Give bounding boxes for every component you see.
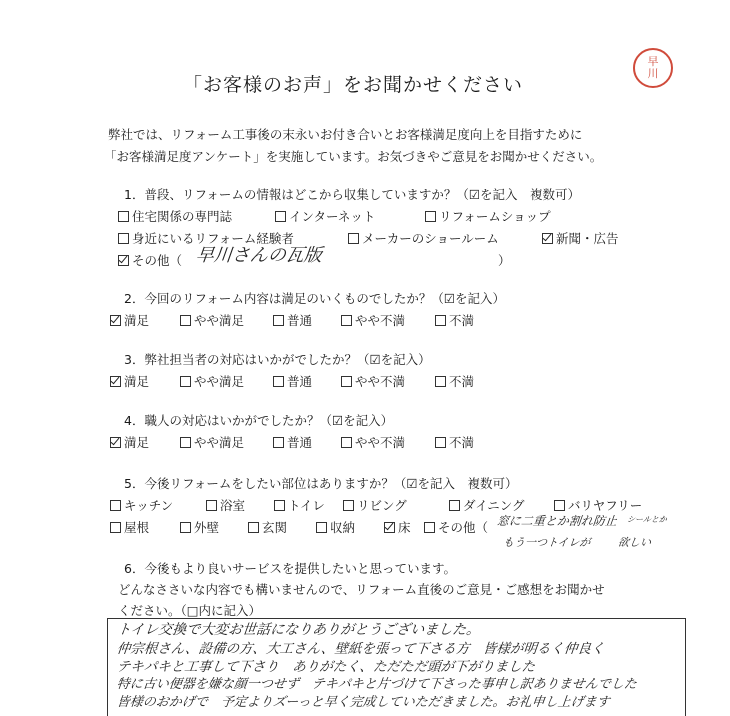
checkbox-icon[interactable] — [274, 500, 285, 511]
checkbox-icon[interactable] — [348, 233, 359, 244]
checkbox-icon[interactable] — [180, 315, 191, 326]
q5-option-barrier-free[interactable]: バリヤフリー — [554, 496, 642, 514]
q4-option-neutral[interactable]: 普通 — [273, 433, 312, 451]
q5-option-entrance[interactable]: 玄関 — [248, 518, 287, 536]
q6-instruction-line-1: どんなささいな内容でも構いませんので、リフォーム直後のご意見・ご感想をお聞かせ — [118, 582, 605, 597]
q5-option-roof[interactable]: 屋根 — [110, 518, 149, 536]
q1-other-handwritten: 早川さんの瓦版 — [194, 245, 323, 266]
q4-option-unsatisfied[interactable]: 不満 — [435, 433, 474, 451]
q2-option-somewhat-satisfied[interactable]: やや満足 — [180, 311, 244, 329]
q1-option-newspaper[interactable]: 新聞・広告 — [542, 229, 619, 247]
checkbox-icon[interactable] — [273, 376, 284, 387]
q5-other-handwritten-2: シールとか — [626, 515, 668, 524]
checkbox-icon[interactable] — [341, 376, 352, 387]
q1-option-internet[interactable]: インターネット — [275, 207, 375, 225]
checkbox-icon[interactable] — [180, 437, 191, 448]
q3-option-satisfied[interactable]: 満足 — [110, 372, 149, 390]
checkbox-icon[interactable] — [180, 376, 191, 387]
checkbox-icon[interactable] — [341, 315, 352, 326]
checkbox-icon[interactable] — [425, 211, 436, 222]
q5-option-storage[interactable]: 収納 — [316, 518, 355, 536]
q1-other-close-paren: ） — [498, 253, 511, 268]
q5-option-living[interactable]: リビング — [343, 496, 407, 514]
checkbox-checked-icon[interactable] — [110, 315, 121, 326]
checkbox-icon[interactable] — [275, 211, 286, 222]
checkbox-icon[interactable] — [435, 437, 446, 448]
hayakawa-seal-stamp — [633, 48, 673, 88]
q6-question: 6．今後もより良いサービスを提供したいと思っています。 — [124, 561, 456, 576]
q6-answer-line-1: トイレ交換で大変お世話になりありがとうございました。 — [116, 622, 482, 638]
q2-question: 2．今回のリフォーム内容は満足のいくものでしたか？（☑を記入） — [124, 291, 506, 306]
q1-option-showroom[interactable]: メーカーのショールーム — [348, 229, 499, 247]
checkbox-icon[interactable] — [435, 315, 446, 326]
checkbox-icon[interactable] — [248, 522, 259, 533]
q5-option-kitchen[interactable]: キッチン — [110, 496, 173, 514]
q5-other-handwritten-1: 窓に二重とか割れ防止 — [496, 514, 618, 528]
q2-option-satisfied[interactable]: 満足 — [110, 311, 149, 329]
q4-question: 4．職人の対応はいかがでしたか？（☑を記入） — [124, 413, 394, 428]
checkbox-icon[interactable] — [118, 211, 129, 222]
q6-answer-line-3: テキパキと工事して下さり ありがたく、ただただ頭が下がりました — [115, 659, 536, 675]
checkbox-icon[interactable] — [341, 437, 352, 448]
intro-line-2: 「お客様満足度アンケート」を実施しています。お気づきやご意見をお聞かせください。 — [104, 149, 603, 164]
q1-option-shop[interactable]: リフォームショップ — [425, 207, 551, 225]
q6-answer-line-5: 皆様のおかげで 予定よりズーっと早く完成していただきました。お礼申し上げます — [116, 695, 611, 710]
q1-option-magazine[interactable]: 住宅関係の専門誌 — [118, 207, 232, 225]
checkbox-icon[interactable] — [273, 437, 284, 448]
seal-char-2: 川 — [647, 67, 659, 80]
checkbox-icon[interactable] — [206, 500, 217, 511]
q1-option-experienced[interactable]: 身近にいるリフォーム経験者 — [118, 229, 294, 247]
q3-option-unsatisfied[interactable]: 不満 — [435, 372, 474, 390]
q2-option-somewhat-unsatisfied[interactable]: やや不満 — [341, 311, 405, 329]
q3-question: 3．弊社担当者の対応はいかがでしたか？（☑を記入） — [124, 352, 431, 367]
q5-option-dining[interactable]: ダイニング — [449, 496, 525, 514]
checkbox-icon[interactable] — [316, 522, 327, 533]
q1-question: 1．普段、リフォームの情報はどこから収集していますか？（☑を記入 複数可） — [124, 187, 581, 202]
q5-question: 5．今後リフォームをしたい部位はありますか？（☑を記入 複数可） — [124, 476, 518, 491]
q1-option-other[interactable]: その他（ — [118, 251, 182, 269]
q6-answer-line-2: 仲宗根さん、設備の方、大工さん、壁紙を張って下さる方 皆様が明るく仲良く — [115, 641, 606, 657]
intro-line-1: 弊社では、リフォーム工事後の末永いお付き合いとお客様満足度向上を目指すために — [108, 127, 583, 142]
q4-option-satisfied[interactable]: 満足 — [110, 433, 149, 451]
checkbox-icon[interactable] — [343, 500, 354, 511]
checkbox-icon[interactable] — [435, 376, 446, 387]
checkbox-checked-icon[interactable] — [110, 376, 121, 387]
checkbox-icon[interactable] — [110, 522, 121, 533]
checkbox-checked-icon[interactable] — [542, 233, 553, 244]
q2-option-neutral[interactable]: 普通 — [273, 311, 312, 329]
checkbox-checked-icon[interactable] — [110, 437, 121, 448]
q5-option-other[interactable]: その他（ — [424, 518, 488, 536]
q4-option-somewhat-satisfied[interactable]: やや満足 — [180, 433, 244, 451]
q5-other-handwritten-4: 欲しい — [617, 536, 652, 549]
checkbox-icon[interactable] — [118, 233, 129, 244]
q2-option-unsatisfied[interactable]: 不満 — [435, 311, 474, 329]
page-title: 「お客様のお声」をお聞かせください — [183, 74, 524, 96]
q3-option-somewhat-satisfied[interactable]: やや満足 — [180, 372, 244, 390]
q5-option-exterior-wall[interactable]: 外壁 — [180, 518, 219, 536]
q5-other-handwritten-3: もう一つトイレが — [502, 536, 592, 549]
q5-option-bathroom[interactable]: 浴室 — [206, 496, 245, 514]
q3-option-neutral[interactable]: 普通 — [273, 372, 312, 390]
q5-option-floor[interactable]: 床 — [384, 518, 411, 536]
checkbox-icon[interactable] — [554, 500, 565, 511]
checkbox-icon[interactable] — [424, 522, 435, 533]
checkbox-checked-icon[interactable] — [384, 522, 395, 533]
q4-option-somewhat-unsatisfied[interactable]: やや不満 — [341, 433, 405, 451]
checkbox-icon[interactable] — [449, 500, 460, 511]
q6-answer-line-4: 特に古い便器を嫌な顔一つせず テキパキと片づけて下さった事申し訳ありませんでした — [116, 677, 638, 692]
checkbox-icon[interactable] — [110, 500, 121, 511]
checkbox-checked-icon[interactable] — [118, 255, 129, 266]
seal-char-1: 早 — [647, 55, 659, 69]
q3-option-somewhat-unsatisfied[interactable]: やや不満 — [341, 372, 405, 390]
q6-instruction-line-2: ください。（□内に記入） — [118, 603, 262, 618]
q5-option-toilet[interactable]: トイレ — [274, 496, 325, 514]
checkbox-icon[interactable] — [180, 522, 191, 533]
checkbox-icon[interactable] — [273, 315, 284, 326]
